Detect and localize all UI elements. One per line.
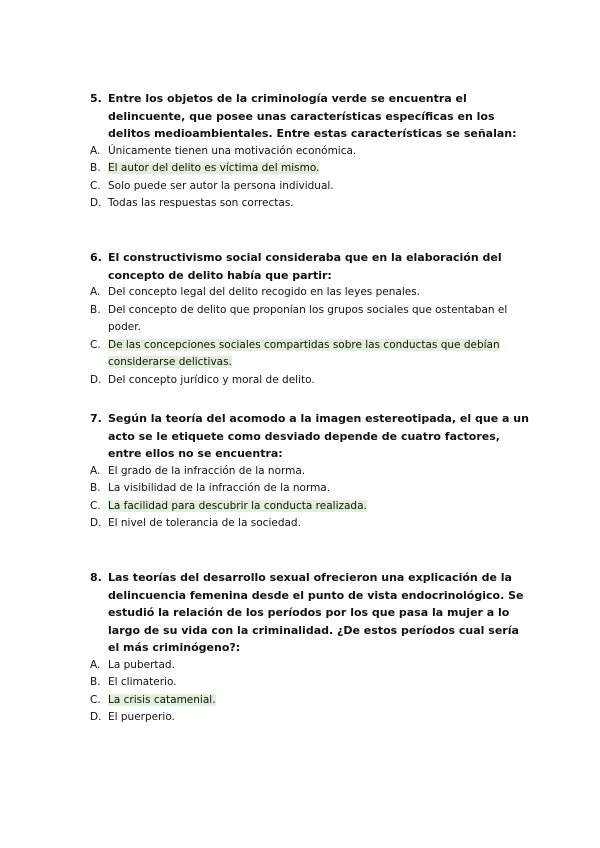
option-letter: D. — [90, 517, 102, 530]
option-text: El puerperio. — [108, 711, 175, 724]
option-text: El grado de la infracción de la norma. — [108, 464, 306, 477]
option-letter: C. — [90, 499, 101, 512]
question-8 — [90, 569, 530, 727]
option-letter: A. — [90, 286, 101, 298]
option-c[interactable] — [90, 178, 530, 196]
question-5 — [90, 90, 530, 213]
option-letter: A. — [90, 144, 101, 157]
question-header — [90, 569, 530, 657]
option-text: Del concepto legal del delito recogido en las leyes penales. — [108, 286, 421, 298]
option-c[interactable] — [90, 692, 530, 710]
question-header — [90, 410, 530, 463]
option-a[interactable] — [90, 143, 530, 161]
option-b[interactable] — [90, 160, 530, 178]
option-letter: C. — [90, 179, 101, 192]
option-text: Todas las respuestas son correctas. — [108, 197, 294, 210]
option-letter: B. — [90, 303, 101, 316]
option-text: Del concepto de delito que proponían los grupos sociales que ostentaban el poder. — [108, 303, 508, 334]
option-text: Únicamente tienen una motivación económica. — [108, 144, 357, 157]
question-text: Entre los objetos de la criminología verde se encuentra el delincuente, que posee unas características específicas en los delitos medioambientales. Entre estas características se señalan: — [108, 92, 517, 140]
option-text: El nivel de tolerancia de la sociedad. — [108, 517, 301, 530]
option-text-highlighted: La crisis catamenial. — [108, 693, 216, 706]
option-text-highlighted: La facilidad para descubrir la conducta realizada. — [108, 499, 367, 512]
option-text: Del concepto jurídico y moral de delito. — [108, 373, 315, 386]
question-number: 6. — [90, 251, 102, 264]
option-d[interactable] — [90, 709, 530, 727]
option-letter: D. — [90, 711, 102, 724]
question-6 — [90, 249, 530, 390]
question-number: 5. — [90, 92, 102, 105]
option-letter: A. — [90, 658, 101, 671]
option-text: La visibilidad de la infracción de la norma. — [108, 482, 331, 495]
option-letter: A. — [90, 464, 101, 477]
option-letter: B. — [90, 162, 101, 175]
question-header — [90, 249, 530, 284]
option-letter: C. — [90, 693, 101, 706]
option-text: La pubertad. — [108, 658, 175, 671]
option-c[interactable] — [90, 498, 530, 516]
option-letter: B. — [90, 676, 101, 689]
option-d[interactable] — [90, 515, 530, 533]
option-letter: D. — [90, 373, 102, 386]
option-b[interactable] — [90, 302, 530, 337]
option-text-highlighted: De las concepciones sociales compartidas sobre las conductas que debían considerarse delictivas. — [108, 338, 500, 369]
option-letter: D. — [90, 197, 102, 210]
option-a[interactable] — [90, 284, 530, 302]
question-text: El constructivismo social consideraba que en la elaboración del concepto de delito había que partir: — [108, 251, 502, 282]
question-header — [90, 90, 530, 143]
option-b[interactable] — [90, 674, 530, 692]
option-letter: B. — [90, 482, 101, 495]
option-letter: C. — [90, 338, 101, 351]
option-text: Solo puede ser autor la persona individual. — [108, 179, 334, 192]
question-number: 7. — [90, 412, 102, 425]
option-a[interactable] — [90, 463, 530, 481]
question-7 — [90, 410, 530, 533]
option-text: El climaterio. — [108, 676, 177, 689]
question-number: 8. — [90, 571, 102, 584]
option-text-highlighted: El autor del delito es víctima del mismo. — [108, 162, 320, 175]
option-b[interactable] — [90, 480, 530, 498]
question-text: Las teorías del desarrollo sexual ofrecieron una explicación de la delincuencia femenina desde el punto de vista endocrinológico. Se estudió la relación de los períodos por los que pasa la mujer a lo largo de su vida con la criminalidad. ¿De estos períodos cual sería el más criminógeno?: — [108, 571, 524, 654]
option-a[interactable] — [90, 657, 530, 675]
option-d[interactable] — [90, 372, 530, 390]
question-text: Según la teoría del acomodo a la imagen estereotipada, el que a un acto se le etiquete como desviado depende de cuatro factores, entre ellos no se encuentra: — [108, 412, 529, 460]
option-d[interactable] — [90, 195, 530, 213]
option-c[interactable] — [90, 337, 530, 372]
